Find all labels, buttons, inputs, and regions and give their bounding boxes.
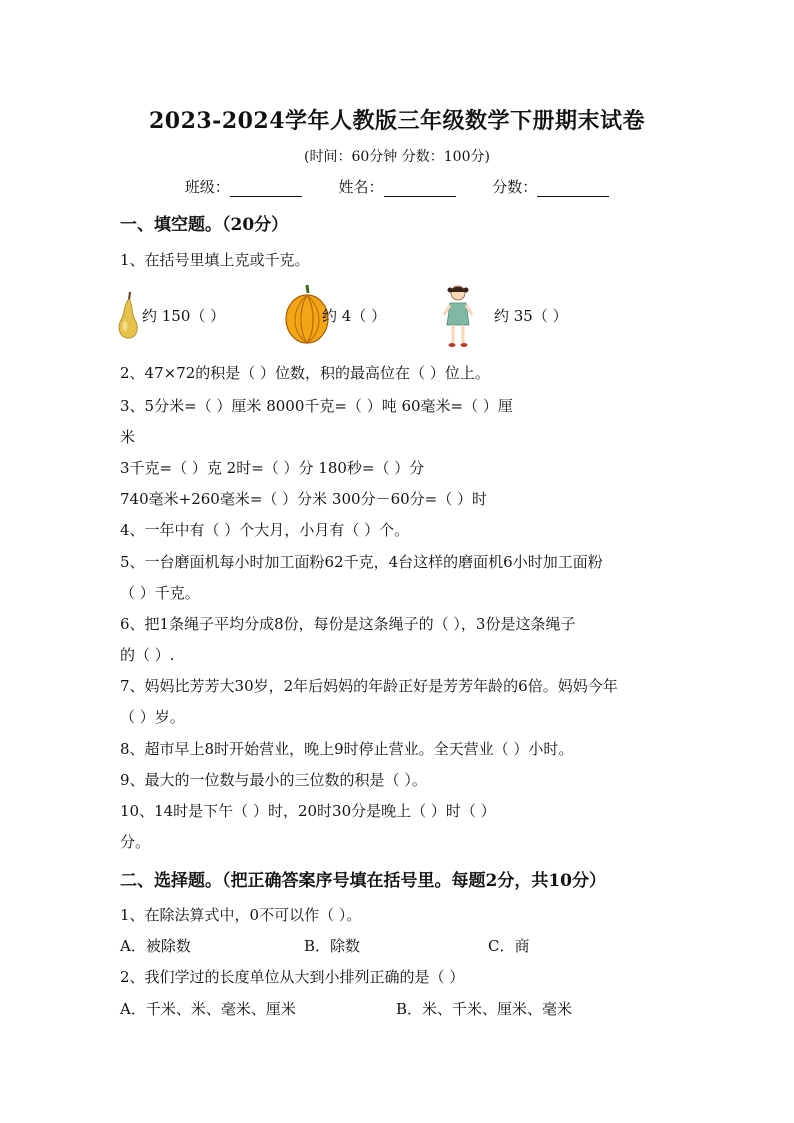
class-label: 班级： <box>184 178 230 196</box>
question-2: 2、47×72的积是（ ）位数，积的最高位在（ ）位上。 <box>120 364 490 382</box>
question-3-line-3: 3千克=（ ）克 2时=（ ）分 180秒=（ ）分 <box>120 459 425 477</box>
question-6-line-1: 6、把1条绳子平均分成8份，每份是这条绳子的（ ），3份是这条绳子 <box>120 615 576 633</box>
choice-question-1: 1、在除法算式中，0不可以作（ ）。 <box>120 906 362 924</box>
score-field <box>492 176 609 197</box>
choice-1-option-b[interactable]: B．除数 <box>304 937 361 955</box>
exam-time-score: (时间：60分钟 分数：100分) <box>304 149 490 165</box>
choice-1-option-c[interactable]: C．商 <box>488 937 530 955</box>
question-7-line-1: 7、妈妈比芳芳大30岁，2年后妈妈的年龄正好是芳芳年龄的6倍。妈妈今年 <box>120 677 618 695</box>
pear-icon <box>116 290 140 340</box>
name-label: 姓名： <box>338 178 384 196</box>
name-field <box>338 176 455 197</box>
q1-pumpkin-item: 约 4（ ） <box>322 307 387 325</box>
section2-heading: 二、选择题。（把正确答案序号填在括号里。每题2分，共10分） <box>120 871 606 891</box>
choice-2-option-b[interactable]: B．米、千米、厘米、毫米 <box>396 1000 573 1018</box>
choice-question-2: 2、我们学过的长度单位从大到小排列正确的是（ ） <box>120 968 465 986</box>
question-10-line-2: 分。 <box>120 833 151 851</box>
question-3-line-4: 740毫米+260毫米=（ ）分米 300分－60分=（ ）时 <box>120 490 487 508</box>
girl-icon <box>440 283 476 349</box>
question-6-line-2: 的（ ）. <box>120 646 175 664</box>
question-7-line-2: （ ）岁。 <box>120 708 185 726</box>
question-9: 9、最大的一位数与最小的三位数的积是（ ）。 <box>120 771 427 789</box>
question-8: 8、超市早上8时开始营业，晚上9时停止营业。全天营业（ ）小时。 <box>120 740 574 758</box>
question-5-line-2: （ ）千克。 <box>120 584 200 602</box>
section1-heading: 一、填空题。（20分） <box>120 215 289 235</box>
choice-2-option-a[interactable]: A．千米、米、毫米、厘米 <box>120 1000 296 1018</box>
q1-pear-item: 约 150（ ） <box>142 307 226 325</box>
question-1: 1、在括号里填上克或千克。 <box>120 251 310 269</box>
score-label: 分数： <box>492 178 538 196</box>
class-field <box>185 176 302 197</box>
choice-1-option-a[interactable]: A．被除数 <box>120 937 191 955</box>
page-title: 2023-2024学年人教版三年级数学下册期末试卷 <box>148 108 646 134</box>
student-info-row <box>0 176 794 197</box>
name-blank[interactable] <box>384 182 456 197</box>
question-4: 4、一年中有（ ）个大月，小月有（ ）个。 <box>120 521 410 539</box>
q1-girl-item: 约 35（ ） <box>494 307 568 325</box>
question-5-line-1: 5、一台磨面机每小时加工面粉62千克，4台这样的磨面机6小时加工面粉 <box>120 553 603 571</box>
class-blank[interactable] <box>230 182 302 197</box>
score-blank[interactable] <box>537 182 609 197</box>
question-3-line-1: 3、5分米=（ ）厘米 8000千克=（ ）吨 60毫米=（ ）厘 <box>120 397 513 415</box>
question-3-line-2: 米 <box>120 428 136 446</box>
question-10-line-1: 10、14时是下午（ ）时，20时30分是晚上（ ）时（ ） <box>120 802 496 820</box>
